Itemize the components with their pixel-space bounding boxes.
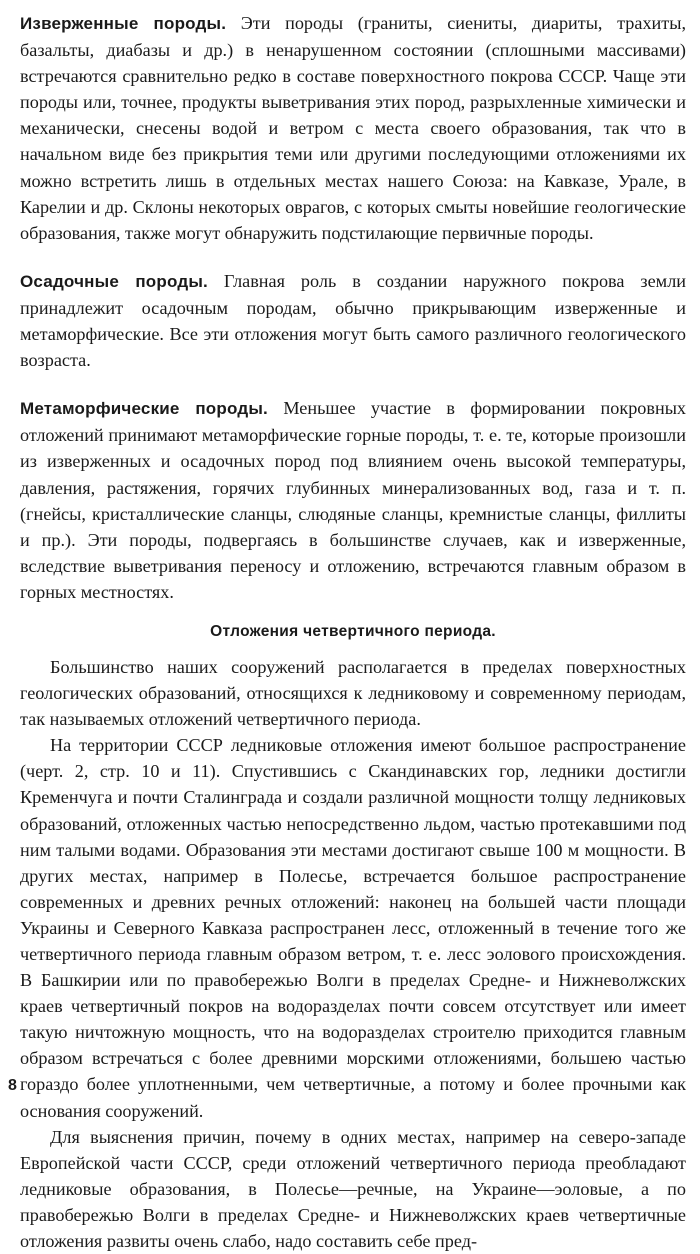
metamorphic-rocks-text: Меньшее участие в формировании покровных отложений принимают метаморфические горные породы, т. е. те, которые произошли из изверженных и осадочных пород под влиянием очень высокой температуры, давления, растяжения, горячих глубинных минерализованных вод, газа и т. п. (гнейсы, кристаллические сланцы, слюдяные сланцы, кремнистые сланцы, филлиты и пр.). Эти породы, подвергаясь в большинстве случаев, как и изверженные, вследствие выветривания переносу и отложению, встречаются главным образом в горных местностях. — [20, 398, 687, 602]
sedimentary-rocks-title: Осадочные породы. — [20, 271, 208, 291]
page-body — [20, 10, 686, 1254]
quaternary-paragraph-3: Для выяснения причин, почему в одних местах, например на северо-западе Европейской части СССР, среди отложений четвертичного периода преобладают ледниковые образования, в Полесье—речные, на Украине—эоловые, а по правобережью Волги в пределах Средне- и Нижневолжских краев четвертичные отложения развиты очень слабо, надо составить себе пред- — [20, 1126, 686, 1252]
igneous-rocks-paragraph — [20, 10, 686, 246]
metamorphic-rocks-title: Метаморфические породы. — [20, 399, 268, 419]
quaternary-heading: Отложения четвертичного периода. — [210, 622, 496, 640]
sedimentary-rocks-paragraph — [20, 268, 686, 373]
sedimentary-rocks-text: Главная роль в создании наружного покрова земли принадлежит осадочным породам, обычно прикрывающим изверженные и метаморфические. Все эти отложения могут быть самого различного геологического возраста. — [20, 270, 686, 371]
igneous-rocks-title: Изверженные породы. — [20, 14, 227, 33]
section-spacer — [20, 373, 686, 395]
metamorphic-rocks-paragraph — [20, 395, 686, 605]
page-number: 8 — [8, 1077, 17, 1094]
igneous-rocks-text: Эти породы (граниты, сиениты, диариты, трахиты, базальты, диабазы и др.) в ненарушенном состоянии (сплошными массивами) встречаются сравнительно редко в составе поверхностного покрова СССР. Чаще эти породы или, точнее, продукты выветривания этих пород, разрыхленные химически и механически, снесены водой и ветром с места своего образования, так что в начальном виде без прикрытия теми или другими последующими отложениями их можно встретить лишь в отдельных местах нашего Союза: на Кавказе, Урале, в Карелии и др. Склоны некоторых оврагов, с которых смыты новейшие геологические образования, также могут обнаружить подстилающие первичные породы. — [20, 13, 686, 243]
quaternary-paragraph-1: Большинство наших сооружений располагается в пределах поверхностных геологических образований, относящихся к ледниковому и современному периодам, так называемых отложений четвертичного периода. — [20, 656, 686, 730]
section-spacer — [20, 246, 686, 268]
quaternary-paragraph-2: На территории СССР ледниковые отложения имеют большое распространение (черт. 2, стр. 10 и 11). Спустившись с Скандинавских гор, ледники достигли Кременчуга и почти Сталинграда и создали различной мощности толщу ледниковых образований, отложенных частью непосредственно льдом, частью протекавшими под ним талыми водами. Образования эти местами достигают свыше 100 м мощности. В других местах, например в Полесье, встречается большое распространение современных и древних речных отложений: наконец на большей части площади Украины и Северного Кавказа распространен лесс, отложенный в течение того же четвертичного периода главным образом ветром, т. е. лесс эолового происхождения. В Башкирии или по правобережью Волги в пределах Средне- и Нижневолжских краев четвертичный покров на водоразделах почти совсем отсутствует или имеет такую ничтожную мощность, что на водоразделах строителю приходится главным образом встречаться с более древними морскими отложениями, большею частью гораздо более уплотненными, чем четвертичные, а потому и более прочными как основания сооружений. — [20, 735, 686, 1121]
